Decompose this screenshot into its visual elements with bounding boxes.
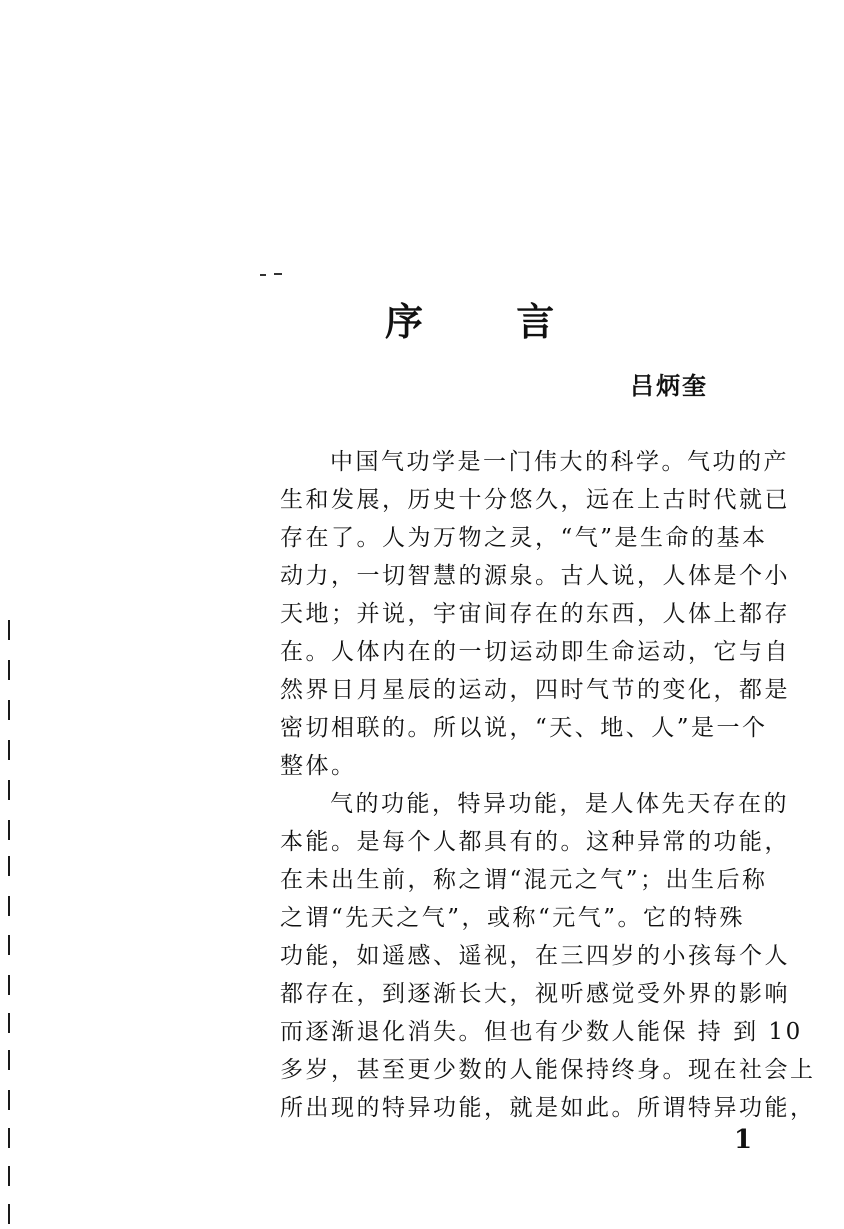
text-line: 存在了。人为万物之灵，“气”是生命的基本 [280, 525, 768, 551]
text-line: 动力，一切智慧的源泉。古人说，人体是个小 [280, 563, 790, 589]
text-line: 都存在，到逐渐长大，视听感觉受外界的影响 [280, 981, 790, 1007]
binding-tick [8, 700, 10, 720]
text-line: 所出现的特异功能，就是如此。所谓特异功能， [280, 1095, 816, 1121]
text-line: 在。人体内在的一切运动即生命运动，它与自 [280, 639, 790, 665]
binding-tick [8, 1090, 10, 1110]
text-line: 本能。是每个人都具有的。这种异常的功能， [280, 829, 790, 855]
author-name: 吕炳奎 [630, 371, 708, 400]
binding-tick [8, 1050, 10, 1070]
text-line: 多岁，甚至更少数的人能保持终身。现在社会上 [280, 1057, 816, 1083]
text-line: 天地；并说，宇宙间存在的东西，人体上都存 [280, 601, 790, 627]
binding-tick [8, 1128, 10, 1148]
text-line: 生和发展，历史十分悠久，远在上古时代就已 [280, 487, 790, 513]
page-title: 序 言 [385, 299, 595, 344]
binding-tick [8, 660, 10, 680]
binding-marks [0, 0, 30, 1229]
binding-tick [8, 935, 10, 955]
text-line: 气的功能，特异功能，是人体先天存在的 [330, 791, 789, 817]
text-line: 在未出生前，称之谓“混元之气”；出生后称 [280, 867, 768, 893]
binding-tick [8, 975, 10, 995]
binding-tick [8, 856, 10, 876]
binding-tick [8, 780, 10, 800]
binding-tick [8, 1013, 10, 1033]
text-line: 中国气功学是一门伟大的科学。气功的产 [330, 449, 789, 475]
binding-tick [8, 620, 10, 640]
binding-tick [8, 1204, 10, 1224]
text-line: 密切相联的。所以说，“天、地、人”是一个 [280, 715, 768, 741]
text-line: 整体。 [280, 753, 357, 779]
text-line: 然界日月星辰的运动，四时气节的变化，都是 [280, 677, 790, 703]
text-line: 之谓“先天之气”，或称“元气”。它的特殊 [280, 905, 746, 931]
binding-tick [8, 1166, 10, 1186]
binding-tick [8, 740, 10, 760]
text-line: 而逐渐退化消失。但也有少数人能保 持 到 10 [280, 1019, 803, 1045]
scan-speck [260, 274, 266, 276]
binding-tick [8, 820, 10, 840]
binding-tick [8, 896, 10, 916]
text-line: 功能，如遥感、遥视，在三四岁的小孩每个人 [280, 943, 790, 969]
scan-speck [274, 273, 282, 275]
page-number: 1 [734, 1125, 753, 1155]
